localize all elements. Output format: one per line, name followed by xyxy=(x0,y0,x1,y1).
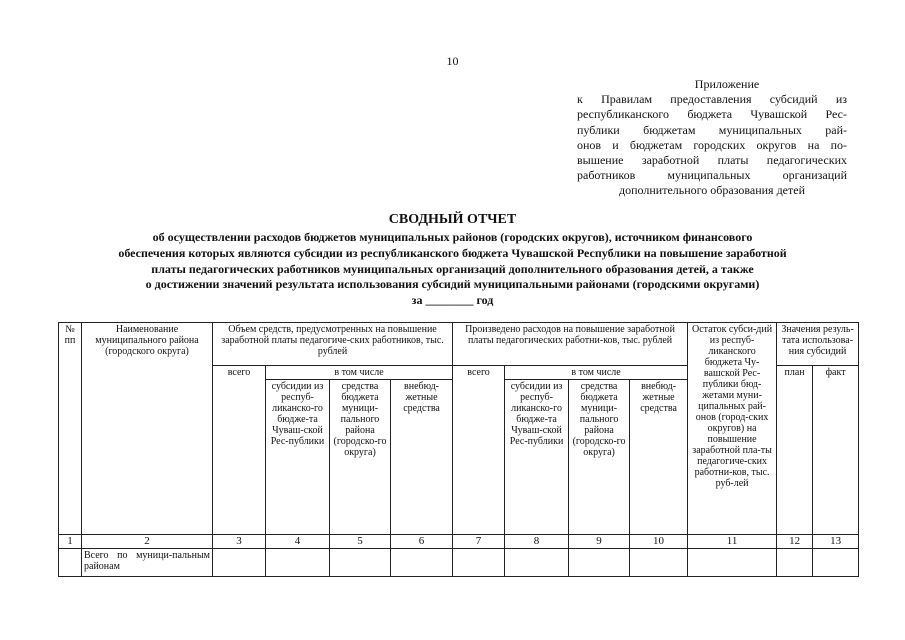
report-subtitle-line: об осуществлении расходов бюджетов муниципальных районов (городских округов), источником финансового xyxy=(152,230,753,244)
header-spent-total: всего xyxy=(453,366,505,535)
header-spent-including: в том числе xyxy=(505,366,688,380)
column-number: 1 xyxy=(59,535,82,549)
column-number: 4 xyxy=(266,535,330,549)
table-cell xyxy=(266,549,330,577)
table-cell xyxy=(688,549,777,577)
header-num: № пп xyxy=(59,323,82,535)
table-cell xyxy=(391,549,453,577)
column-number: 11 xyxy=(688,535,777,549)
report-subtitle-line: о достижении значений результата использования субсидий муниципальными районами (городскими округами) xyxy=(145,277,760,292)
column-number: 5 xyxy=(330,535,391,549)
column-number: 10 xyxy=(630,535,688,549)
header-result: Значения резуль-тата использова-ния субсидий xyxy=(777,323,859,366)
table-cell xyxy=(630,549,688,577)
header-spent: Произведено расходов на повышение заработной платы педагогических работни-ков, тыс. рублей xyxy=(453,323,688,366)
header-planned: Объем средств, предусмотренных на повышение заработной платы педагогиче-ских работников, тыс. рублей xyxy=(213,323,453,366)
report-table xyxy=(58,322,859,577)
report-period-line: за ________ год xyxy=(411,293,494,308)
appendix-line: работников муниципальных организаций xyxy=(577,168,847,183)
column-number: 9 xyxy=(569,535,630,549)
table-cell xyxy=(505,549,569,577)
total-row-num xyxy=(59,549,82,577)
header-name: Наименование муниципального района (городского округа) xyxy=(82,323,213,535)
header-planned-including: в том числе xyxy=(266,366,453,380)
appendix-line: дополнительного образования детей xyxy=(619,183,805,198)
appendix-line: вышение заработной платы педагогических xyxy=(577,153,847,168)
header-spent-local: средства бюджета муници-пального района (городско-го округа) xyxy=(569,380,630,535)
column-number: 6 xyxy=(391,535,453,549)
header-planned-local: средства бюджета муници-пального района (городско-го округа) xyxy=(330,380,391,535)
report-subtitle-line: обеспечения которых являются субсидии из республиканского бюджета Чувашской Республики на повышение заработной xyxy=(118,245,787,260)
report-subtitle-line: платы педагогических работников муниципальных организаций дополнительного образования детей, а также xyxy=(151,261,754,276)
appendix-line: республиканского бюджета Чувашской Рес- xyxy=(577,107,847,122)
appendix-line: онов и бюджетам городских округов на по- xyxy=(577,137,847,152)
header-plan: план xyxy=(777,366,813,535)
header-planned-offbudget: внебюд-жетные средства xyxy=(391,380,453,535)
column-number: 8 xyxy=(505,535,569,549)
appendix-line: публики бюджетам муниципальных рай- xyxy=(577,122,847,137)
column-number: 2 xyxy=(82,535,213,549)
table-cell xyxy=(330,549,391,577)
total-row-label: Всего по муници-пальным районам xyxy=(82,549,213,577)
table-cell xyxy=(569,549,630,577)
header-spent-republic: субсидии из респуб-ликанско-го бюдже-та Чуваш-ской Рес-публики xyxy=(505,380,569,535)
page-number: 10 xyxy=(446,54,459,68)
report-title: СВОДНЫЙ ОТЧЕТ xyxy=(388,212,517,227)
table-cell xyxy=(213,549,266,577)
column-number: 12 xyxy=(777,535,813,549)
appendix-block xyxy=(577,77,847,199)
header-fact: факт xyxy=(813,366,859,535)
header-remainder: Остаток субси-дий из респуб-ликанского бюджета Чу-вашской Рес-публики бюд-жетами муни-ципальных рай-онов (город-ских округов) на повышение заработной пла-ты педагогиче-ских работни-ков, тыс. руб-лей xyxy=(688,323,777,535)
header-spent-offbudget: внебюд-жетные средства xyxy=(630,380,688,535)
table-cell xyxy=(453,549,505,577)
appendix-line: к Правилам предоставления субсидий из xyxy=(577,92,847,107)
header-planned-republic: субсидии из респуб-ликанско-го бюдже-та Чуваш-ской Рес-публики xyxy=(266,380,330,535)
header-planned-total: всего xyxy=(213,366,266,535)
column-number: 13 xyxy=(813,535,859,549)
table-cell xyxy=(813,549,859,577)
appendix-title: Приложение xyxy=(694,77,760,91)
column-number: 7 xyxy=(453,535,505,549)
table-cell xyxy=(777,549,813,577)
report-subtitle xyxy=(50,230,855,309)
column-number: 3 xyxy=(213,535,266,549)
